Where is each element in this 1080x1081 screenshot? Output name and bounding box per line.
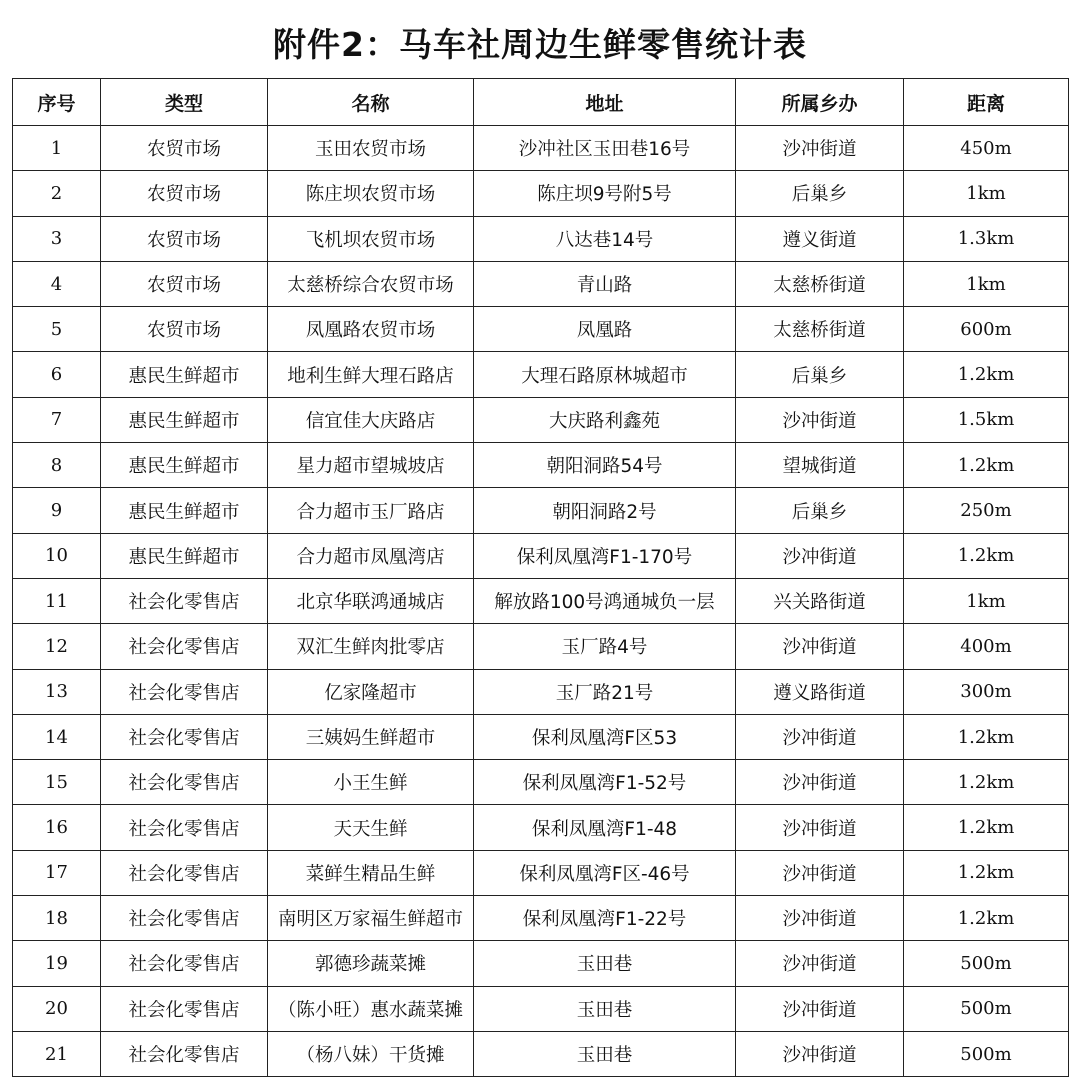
table-row — [13, 1031, 1069, 1076]
cell-address: 保利凤凰湾F1-22号 — [474, 896, 736, 941]
cell-address: 玉厂路21号 — [474, 669, 736, 714]
cell-index: 20 — [13, 986, 101, 1031]
cell-type: 社会化零售店 — [101, 624, 268, 669]
column-header-index: 序号 — [13, 79, 101, 126]
cell-district: 沙冲街道 — [736, 896, 904, 941]
column-header-type: 类型 — [101, 79, 268, 126]
cell-name: 信宜佳大庆路店 — [268, 397, 474, 442]
cell-distance: 1.2km — [904, 443, 1069, 488]
cell-district: 兴关路街道 — [736, 578, 904, 623]
cell-type: 社会化零售店 — [101, 850, 268, 895]
cell-district: 后巢乡 — [736, 488, 904, 533]
table-row — [13, 171, 1069, 216]
cell-name: 地利生鲜大理石路店 — [268, 352, 474, 397]
table-row — [13, 896, 1069, 941]
cell-type: 惠民生鲜超市 — [101, 443, 268, 488]
cell-type: 社会化零售店 — [101, 896, 268, 941]
cell-name: 合力超市玉厂路店 — [268, 488, 474, 533]
cell-index: 10 — [13, 533, 101, 578]
cell-district: 沙冲街道 — [736, 941, 904, 986]
table-row — [13, 443, 1069, 488]
column-header-address: 地址 — [474, 79, 736, 126]
cell-name: 亿家隆超市 — [268, 669, 474, 714]
cell-district: 望城街道 — [736, 443, 904, 488]
cell-index: 2 — [13, 171, 101, 216]
cell-district: 后巢乡 — [736, 352, 904, 397]
cell-distance: 500m — [904, 986, 1069, 1031]
cell-distance: 1km — [904, 171, 1069, 216]
cell-index: 14 — [13, 714, 101, 759]
cell-address: 保利凤凰湾F区-46号 — [474, 850, 736, 895]
cell-type: 农贸市场 — [101, 307, 268, 352]
cell-address: 大理石路原林城超市 — [474, 352, 736, 397]
cell-index: 3 — [13, 216, 101, 261]
cell-type: 社会化零售店 — [101, 805, 268, 850]
cell-address: 保利凤凰湾F区53 — [474, 714, 736, 759]
cell-distance: 1.5km — [904, 397, 1069, 442]
cell-address: 保利凤凰湾F1-170号 — [474, 533, 736, 578]
cell-type: 农贸市场 — [101, 261, 268, 306]
column-header-distance: 距离 — [904, 79, 1069, 126]
cell-index: 7 — [13, 397, 101, 442]
cell-index: 8 — [13, 443, 101, 488]
cell-index: 16 — [13, 805, 101, 850]
table-row — [13, 941, 1069, 986]
cell-address: 陈庄坝9号附5号 — [474, 171, 736, 216]
cell-district: 后巢乡 — [736, 171, 904, 216]
cell-district: 沙冲街道 — [736, 986, 904, 1031]
cell-index: 12 — [13, 624, 101, 669]
column-header-name: 名称 — [268, 79, 474, 126]
cell-index: 5 — [13, 307, 101, 352]
cell-address: 大庆路利鑫苑 — [474, 397, 736, 442]
column-header-district: 所属乡办 — [736, 79, 904, 126]
cell-name: 太慈桥综合农贸市场 — [268, 261, 474, 306]
cell-name: 合力超市凤凰湾店 — [268, 533, 474, 578]
cell-address: 解放路100号鸿通城负一层 — [474, 578, 736, 623]
cell-distance: 1.2km — [904, 533, 1069, 578]
cell-type: 社会化零售店 — [101, 714, 268, 759]
cell-district: 沙冲街道 — [736, 624, 904, 669]
cell-name: （杨八妹）干货摊 — [268, 1031, 474, 1076]
cell-type: 社会化零售店 — [101, 941, 268, 986]
cell-type: 社会化零售店 — [101, 986, 268, 1031]
cell-index: 15 — [13, 760, 101, 805]
cell-name: 玉田农贸市场 — [268, 126, 474, 171]
cell-distance: 400m — [904, 624, 1069, 669]
table-row — [13, 986, 1069, 1031]
cell-type: 社会化零售店 — [101, 669, 268, 714]
retail-stats-table — [12, 78, 1069, 1077]
cell-address: 沙冲社区玉田巷16号 — [474, 126, 736, 171]
cell-type: 惠民生鲜超市 — [101, 397, 268, 442]
cell-index: 6 — [13, 352, 101, 397]
cell-index: 1 — [13, 126, 101, 171]
table-header — [13, 79, 1069, 126]
table-row — [13, 760, 1069, 805]
cell-distance: 1km — [904, 578, 1069, 623]
cell-distance: 300m — [904, 669, 1069, 714]
cell-index: 9 — [13, 488, 101, 533]
table-body — [13, 126, 1069, 1077]
cell-name: 星力超市望城坡店 — [268, 443, 474, 488]
table-row — [13, 126, 1069, 171]
cell-distance: 450m — [904, 126, 1069, 171]
cell-type: 惠民生鲜超市 — [101, 488, 268, 533]
cell-name: 三姨妈生鲜超市 — [268, 714, 474, 759]
cell-distance: 1.2km — [904, 352, 1069, 397]
cell-address: 保利凤凰湾F1-52号 — [474, 760, 736, 805]
cell-type: 农贸市场 — [101, 171, 268, 216]
cell-distance: 1.3km — [904, 216, 1069, 261]
table-row — [13, 216, 1069, 261]
cell-name: 双汇生鲜肉批零店 — [268, 624, 474, 669]
table-row — [13, 624, 1069, 669]
table-row — [13, 714, 1069, 759]
cell-address: 朝阳洞路54号 — [474, 443, 736, 488]
cell-district: 沙冲街道 — [736, 1031, 904, 1076]
cell-distance: 500m — [904, 1031, 1069, 1076]
cell-address: 玉田巷 — [474, 1031, 736, 1076]
cell-district: 沙冲街道 — [736, 533, 904, 578]
cell-district: 太慈桥街道 — [736, 261, 904, 306]
cell-distance: 1.2km — [904, 760, 1069, 805]
cell-name: 北京华联鸿通城店 — [268, 578, 474, 623]
cell-type: 惠民生鲜超市 — [101, 352, 268, 397]
cell-name: （陈小旺）惠水蔬菜摊 — [268, 986, 474, 1031]
table-row — [13, 578, 1069, 623]
cell-type: 农贸市场 — [101, 126, 268, 171]
header-row — [13, 79, 1069, 126]
cell-distance: 500m — [904, 941, 1069, 986]
table-row — [13, 261, 1069, 306]
table-row — [13, 850, 1069, 895]
cell-address: 青山路 — [474, 261, 736, 306]
cell-index: 17 — [13, 850, 101, 895]
cell-address: 保利凤凰湾F1-48 — [474, 805, 736, 850]
cell-type: 社会化零售店 — [101, 578, 268, 623]
cell-distance: 1km — [904, 261, 1069, 306]
cell-district: 遵义街道 — [736, 216, 904, 261]
cell-address: 玉厂路4号 — [474, 624, 736, 669]
cell-name: 飞机坝农贸市场 — [268, 216, 474, 261]
cell-type: 惠民生鲜超市 — [101, 533, 268, 578]
cell-type: 社会化零售店 — [101, 760, 268, 805]
cell-district: 沙冲街道 — [736, 714, 904, 759]
cell-index: 13 — [13, 669, 101, 714]
cell-distance: 1.2km — [904, 896, 1069, 941]
table-row — [13, 805, 1069, 850]
cell-district: 沙冲街道 — [736, 805, 904, 850]
cell-address: 八达巷14号 — [474, 216, 736, 261]
table-row — [13, 669, 1069, 714]
table-row — [13, 352, 1069, 397]
cell-name: 菜鲜生精品生鲜 — [268, 850, 474, 895]
cell-distance: 600m — [904, 307, 1069, 352]
cell-district: 沙冲街道 — [736, 760, 904, 805]
cell-name: 天天生鲜 — [268, 805, 474, 850]
cell-address: 玉田巷 — [474, 941, 736, 986]
cell-type: 农贸市场 — [101, 216, 268, 261]
cell-address: 朝阳洞路2号 — [474, 488, 736, 533]
cell-district: 太慈桥街道 — [736, 307, 904, 352]
cell-district: 遵义路街道 — [736, 669, 904, 714]
table-row — [13, 533, 1069, 578]
table-row — [13, 397, 1069, 442]
cell-name: 陈庄坝农贸市场 — [268, 171, 474, 216]
cell-index: 4 — [13, 261, 101, 306]
cell-district: 沙冲街道 — [736, 850, 904, 895]
cell-district: 沙冲街道 — [736, 397, 904, 442]
cell-name: 郭德珍蔬菜摊 — [268, 941, 474, 986]
cell-index: 18 — [13, 896, 101, 941]
cell-index: 11 — [13, 578, 101, 623]
cell-distance: 1.2km — [904, 805, 1069, 850]
cell-district: 沙冲街道 — [736, 126, 904, 171]
cell-type: 社会化零售店 — [101, 1031, 268, 1076]
cell-distance: 250m — [904, 488, 1069, 533]
table-row — [13, 307, 1069, 352]
cell-distance: 1.2km — [904, 850, 1069, 895]
cell-address: 玉田巷 — [474, 986, 736, 1031]
cell-name: 小王生鲜 — [268, 760, 474, 805]
table-row — [13, 488, 1069, 533]
cell-name: 凤凰路农贸市场 — [268, 307, 474, 352]
cell-distance: 1.2km — [904, 714, 1069, 759]
cell-address: 凤凰路 — [474, 307, 736, 352]
page-title: 附件2：马车社周边生鲜零售统计表 — [273, 25, 807, 64]
cell-name: 南明区万家福生鲜超市 — [268, 896, 474, 941]
cell-index: 19 — [13, 941, 101, 986]
cell-index: 21 — [13, 1031, 101, 1076]
